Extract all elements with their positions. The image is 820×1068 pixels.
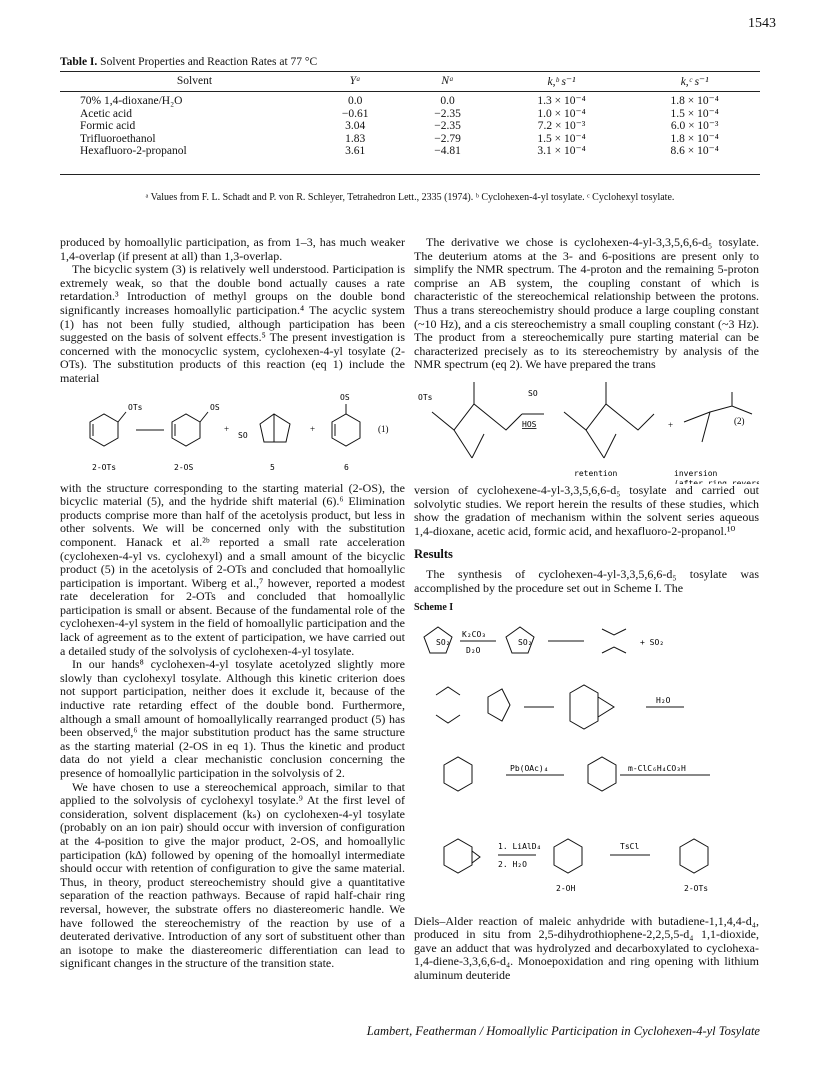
table-cell: 1.5 × 10⁻⁴: [537, 132, 586, 145]
page-number: 1543: [748, 16, 776, 31]
eq1-plus-1: +: [224, 423, 230, 434]
table-cell: 0.0: [347, 95, 363, 107]
equation-2-drawing: [414, 372, 759, 484]
table-cell: −2.35: [434, 107, 461, 120]
scheme-reagent-k2co3: K₂CO₃: [462, 629, 487, 639]
scheme-reagent-pboac4: Pb(OAc)₄: [510, 763, 549, 773]
right-column: [414, 236, 759, 983]
running-footer: Lambert, Featherman / Homoallylic Participation in Cyclohexen-4-yl Tosylate: [366, 1024, 760, 1038]
table-cell: 8.6 × 10⁻⁴: [670, 145, 719, 157]
scheme-maleic-anhydride: [488, 689, 510, 721]
header-k-b: k,ᵇ s⁻¹: [547, 76, 576, 88]
table-cell: −0.61: [341, 107, 369, 120]
left-column: [60, 236, 405, 971]
table-cell: −4.81: [434, 145, 461, 157]
table-cell: 1.8 × 10⁻⁴: [670, 95, 719, 107]
table-caption: [60, 56, 317, 68]
table-cell: Hexafluoro-2-propanol: [80, 145, 187, 157]
eq1-ring-bicyclic: [260, 414, 290, 442]
eq1-compound-5: 5: [270, 462, 275, 472]
table-cell: 3.1 × 10⁻⁴: [537, 145, 586, 157]
header-n: Nᵃ: [441, 75, 454, 87]
scheme-reagent-mcpba: m-ClC₆H₄CO₃H: [628, 763, 686, 773]
header-y: Yᵃ: [349, 75, 361, 87]
table-cell: Acetic acid: [80, 107, 133, 120]
equation-1: [60, 386, 405, 482]
eq2-halfchair-1: [432, 404, 522, 430]
eq1-compound-2-os: 2-OS: [174, 462, 194, 472]
eq1-plus-2: +: [310, 423, 316, 434]
table-cell: Formic acid: [80, 120, 136, 132]
left-paragraph-2: The bicyclic system (3) is relatively well understood. Participation is extremely weak, so that the double bond actually causes a rate retardation.³ Introduction of methyl groups on the double bond significantly increases homoallylic participation.⁴ The acyclic system (1) has not been fully studied, although participation has been suggested on the basis of solvent effects.⁵ The present investigation is concerned with the monocyclic system, cyclohexen-4-yl tosylate (2-OTs). The substitution products of this reaction (eq 1) include the material: [60, 262, 405, 385]
table-cell: 1.8 × 10⁻⁴: [670, 132, 719, 145]
table-cell: 6.0 × 10⁻³: [670, 120, 719, 132]
table-header-rule: [60, 91, 760, 92]
eq2-plus: +: [668, 419, 674, 430]
scheme-reagent-lialad4: 1. LiAlD₄: [498, 841, 542, 851]
scheme-label-so2-2: SO₂: [518, 637, 533, 647]
table-cell: 1.5 × 10⁻⁴: [670, 107, 719, 120]
scheme-reagent-d2o: D₂O: [466, 645, 481, 655]
eq2-label-ring-reversal: (after ring revers: [674, 478, 759, 484]
eq1-ring-3: [332, 414, 360, 446]
table-cell: 0.0: [440, 95, 455, 107]
scheme-2-oh: [554, 839, 582, 873]
table-bottom-rule: [60, 174, 760, 175]
eq1-label-ots: OTs: [128, 402, 143, 412]
right-paragraph-4: Diels–Alder reaction of maleic anhydride with butadiene-1,1,4,4-d₄, produced in situ from 2,5-dihydrothiophene-2,2,5,5-d₄ 1,1-dioxide, gave an adduct that was hydrolyzed and decarboxylated to cyclohexa-1,4-diene-3,3,6,6-d₄. Monoepoxidation and ring opening with lithium aluminum deuteride: [414, 913, 759, 983]
left-paragraph-4: In our hands⁸ cyclohexen-4-yl tosylate acetolyzed slightly more slowly than cyclohexyl tosylate. Although this kinetic criterion does not support participation, neither does it exclude it, because of the inductive rate retarding effect of the double bond. Furthermore, although a small amount of homoallylically rearranged product (5) has been observed,⁶ the major substitution product has the same structure as the starting material (2-OS in eq 1). Thus the kinetic and product data do not yield a clear mechanistic conclusion concerning the presence of homoallylic participation in the solvolysis of 2.: [60, 657, 405, 780]
eq2-label-so: SO: [528, 388, 538, 398]
scheme-compound-2-ots: 2-OTs: [684, 883, 709, 893]
scheme-reagent-h2o: H₂O: [656, 695, 671, 705]
table-row: [60, 120, 760, 133]
table-row: [60, 145, 760, 158]
scheme-diacid: [444, 757, 472, 791]
table-row: [60, 108, 760, 121]
eq1-ring-2: [172, 414, 200, 446]
table-row: [60, 91, 760, 108]
eq1-compound-2-ots: 2-OTs: [92, 462, 117, 472]
header-solvent: Solvent: [176, 75, 213, 87]
eq1-compound-6: 6: [344, 462, 349, 472]
scheme-2-ots: [680, 839, 708, 873]
scheme-reagent-h2o-2: 2. H₂O: [498, 859, 527, 869]
eq1-ring-1: [90, 414, 118, 446]
eq2-label-inversion: inversion: [674, 468, 718, 478]
eq1-label-os-2: OS: [340, 392, 350, 402]
scheme-label-so2-1: SO₂: [436, 637, 451, 647]
results-heading: Results: [414, 547, 453, 562]
table-cell: 1.0 × 10⁻⁴: [537, 107, 586, 120]
scheme-diene-1: [602, 629, 626, 635]
scheme-adduct: [570, 685, 598, 729]
table-cell: 3.61: [345, 145, 366, 157]
eq2-label-ots: OTs: [418, 392, 433, 402]
table-cell: 70% 1,4-dioxane/H₂O: [80, 95, 183, 107]
scheme-diene-2: [588, 757, 616, 791]
table-footnote: ᵃ Values from F. L. Schadt and P. von R. Schleyer, Tetrahedron Lett., 2335 (1974). ᵇ Cyclohexen-4-yl tosylate. ᶜ Cyclohexyl tosylate.: [145, 192, 675, 203]
table-header-row: [60, 72, 760, 91]
eq1-label-so: SO: [238, 430, 248, 440]
eq2-number: (2): [734, 415, 745, 426]
table-cell: 1.83: [345, 132, 366, 145]
left-paragraph-1: produced by homoallylic participation, as from 1–3, has much weaker 1,4-overlap (if present at all) than 1,3-overlap.: [60, 235, 405, 263]
eq2-halfchair-2: [564, 404, 654, 430]
scheme-1-drawing: [414, 615, 759, 915]
scheme-1: [414, 615, 759, 915]
table-cell: 3.04: [345, 120, 366, 132]
scheme-compound-2-oh: 2-OH: [556, 883, 576, 893]
left-paragraph-3: with the structure corresponding to the starting material (2-OS), the bicyclic material (5), and the hydride shift material (6).⁶ Elimination products comprise more than half of the acetolysis product, but less in other solvents. We will be concerned only with the substitution component. Hanack et al.²ᵇ reported a small rate acceleration (cyclohexen-4-yl vs. cyclohexyl) and a small amount of the bicyclic product (5) in the acetolysis of 2-OTs and concluded that homoallylic participation is important. Wiberg et al.,⁷ however, reported a modest rate deceleration for 2-OTs and concluded that homoallylic participation is small or absent. Because of the fundamental role of the cyclohexen-4-yl system in the field of homoallylic participation and the lack of agreement as to the extent of participation, we have carried out a detailed study of the solvolysis of cyclohexen-4-yl tosylate.: [60, 480, 405, 658]
scheme-label-plus-so2: + SO₂: [640, 637, 665, 647]
scheme-reagent-tscl: TsCl: [620, 841, 640, 851]
table-cell: 7.2 × 10⁻³: [537, 120, 586, 132]
table-row: [60, 133, 760, 146]
table-cell: −2.79: [434, 132, 461, 145]
left-paragraph-5: We have chosen to use a stereochemical approach, similar to that applied to the solvolysis of cyclohexyl tosylate.⁹ At the first level of consideration, solvent displacement (kₛ) on cyclohexen-4-yl tosylate (probably on an ion pair) should occur with inversion of configuration at the 4-position to give the major product, 2-OS, and homoallylic participation (k∆) followed by opening of the homoallyl intermediate should occur with retention of configuration to give the same material. Thus, in theory, product stereochemistry should give a quantitative separation of the reaction pathways. Because of rapid half-chair ring reversal, however, the substrate offers no diastereomeric handle. We have followed the stereochemistry of the reaction by use of a deuterated derivative. Introduction of any sort of substituent other than an isotope to make the diastereomeric differentiation can lead to significant changes in the structure of the transition state.: [60, 779, 405, 971]
table-cell: −2.35: [434, 120, 461, 132]
eq1-label-os: OS: [210, 402, 220, 412]
table-cell: Trifluoroethanol: [80, 132, 156, 145]
table-caption-label: Table I.: [60, 56, 98, 68]
equation-2: [414, 372, 759, 484]
table-cell: 1.3 × 10⁻⁴: [537, 95, 586, 107]
scheme-epoxide: [444, 839, 472, 873]
equation-1-drawing: [60, 386, 405, 482]
eq2-label-hos: HOS: [522, 419, 537, 429]
right-paragraph-3: The synthesis of cyclohexen-4-yl-3,3,5,6,6-d₅ tosylate was accomplished by the procedure set out in Scheme I. The: [414, 566, 759, 595]
table-caption-text: Solvent Properties and Reaction Rates at 77 °C: [97, 56, 318, 68]
right-paragraph-2: version of cyclohexene-4-yl-3,3,5,6,6-d₅ tosylate and carried out solvolytic studies. We report herein the results of these studies, which show the gradation of mechanism within the solvent series aqueous 1,4-dioxane, acetic acid, formic acid, and hexafluoro-2-propanol.¹⁰: [414, 482, 759, 538]
right-paragraph-1: The derivative we chose is cyclohexen-4-yl-3,3,5,6,6-d₅ tosylate. The deuterium atoms at the 3- and 6-positions are present only to simplify the NMR spectrum. The 4-proton and the remaining 5-proton comprise an AB system, the coupling constant of which is characteristic of the stereochemical relationship between the protons. Thus a trans stereochemistry should produce a large coupling constant (~10 Hz), and a cis stereochemistry a small coupling constant (~3 Hz). The product from a stereochemically pure starting material can be characterized precisely as to its stereochemistry by analysis of the NMR spectrum (eq 2). We have prepared the trans: [414, 235, 759, 372]
eq2-label-retention: retention: [574, 468, 618, 478]
solvent-table: [60, 72, 760, 158]
scheme-label: Scheme I: [414, 602, 454, 614]
eq1-number: (1): [378, 423, 389, 434]
header-k-c: k,ᶜ s⁻¹: [680, 76, 709, 88]
